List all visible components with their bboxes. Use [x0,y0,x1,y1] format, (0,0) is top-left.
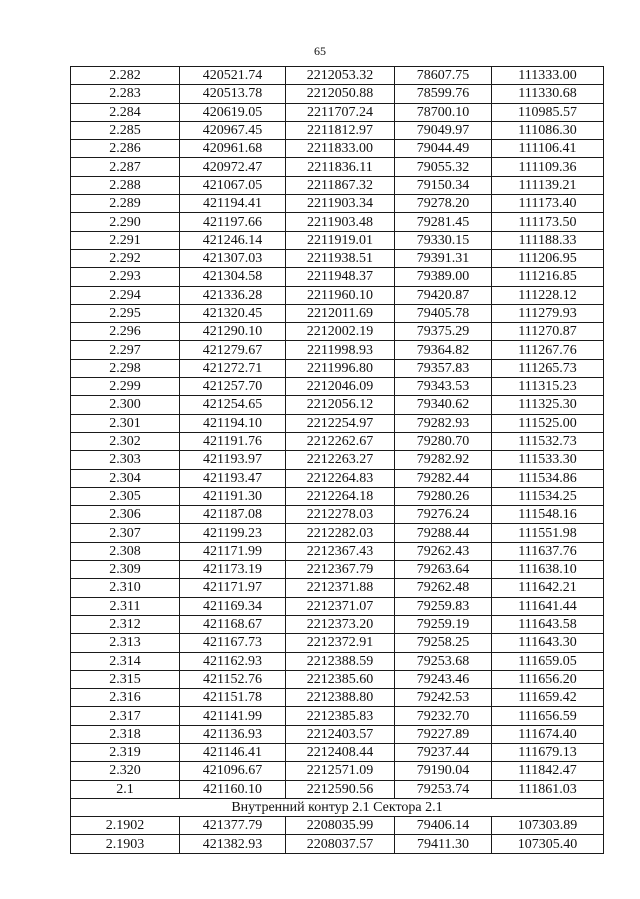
x-coord-cell: 420967.45 [180,121,286,139]
point-id-cell: 2.317 [71,707,180,725]
y-coord-cell: 2212571.09 [286,762,395,780]
point-id-cell: 2.305 [71,487,180,505]
x-coord-cell: 421257.70 [180,378,286,396]
table-row [71,268,604,286]
x-coord-cell: 421152.76 [180,670,286,688]
y-local-cell: 111643.30 [492,634,604,652]
point-id-cell: 2.297 [71,341,180,359]
y-local-cell: 111206.95 [492,249,604,267]
y-local-cell: 111534.86 [492,469,604,487]
x-local-cell: 79364.82 [395,341,492,359]
x-coord-cell: 421279.67 [180,341,286,359]
point-id-cell: 2.295 [71,304,180,322]
page-number: 65 [314,44,326,58]
x-coord-cell: 421187.08 [180,506,286,524]
table-row [71,579,604,597]
table-row [71,121,604,139]
point-id-cell: 2.296 [71,323,180,341]
y-local-cell: 111173.40 [492,195,604,213]
x-coord-cell: 421169.34 [180,597,286,615]
x-local-cell: 79278.20 [395,195,492,213]
x-coord-cell: 421336.28 [180,286,286,304]
table-row [71,524,604,542]
x-local-cell: 79237.44 [395,743,492,761]
y-local-cell: 111270.87 [492,323,604,341]
point-id-cell: 2.306 [71,506,180,524]
point-id-cell: 2.318 [71,725,180,743]
point-id-cell: 2.1902 [71,817,180,835]
y-coord-cell: 2212264.83 [286,469,395,487]
x-coord-cell: 421307.03 [180,249,286,267]
x-local-cell: 79411.30 [395,835,492,853]
x-local-cell: 79282.92 [395,451,492,469]
x-local-cell: 79190.04 [395,762,492,780]
point-id-cell: 2.283 [71,85,180,103]
y-local-cell: 111861.03 [492,780,604,798]
x-local-cell: 79343.53 [395,378,492,396]
x-local-cell: 79280.26 [395,487,492,505]
point-id-cell: 2.308 [71,542,180,560]
x-coord-cell: 421096.67 [180,762,286,780]
y-local-cell: 111109.36 [492,158,604,176]
x-coord-cell: 421136.93 [180,725,286,743]
x-local-cell: 79262.43 [395,542,492,560]
table-row [71,743,604,761]
table-row [71,359,604,377]
x-coord-cell: 421168.67 [180,615,286,633]
table-row [71,103,604,121]
x-coord-cell: 421191.30 [180,487,286,505]
point-id-cell: 2.307 [71,524,180,542]
y-local-cell: 111548.16 [492,506,604,524]
x-local-cell: 79288.44 [395,524,492,542]
point-id-cell: 2.319 [71,743,180,761]
y-coord-cell: 2212371.88 [286,579,395,597]
table-row [71,213,604,231]
y-coord-cell: 2212590.56 [286,780,395,798]
y-local-cell: 111279.93 [492,304,604,322]
y-local-cell: 111228.12 [492,286,604,304]
y-local-cell: 107303.89 [492,817,604,835]
y-coord-cell: 2211919.01 [286,231,395,249]
point-id-cell: 2.316 [71,689,180,707]
point-id-cell: 2.293 [71,268,180,286]
y-local-cell: 111643.58 [492,615,604,633]
y-local-cell: 111534.25 [492,487,604,505]
y-coord-cell: 2212050.88 [286,85,395,103]
point-id-cell: 2.302 [71,432,180,450]
x-coord-cell: 421199.23 [180,524,286,542]
point-id-cell: 2.303 [71,451,180,469]
point-id-cell: 2.314 [71,652,180,670]
x-coord-cell: 420619.05 [180,103,286,121]
y-local-cell: 111216.85 [492,268,604,286]
x-coord-cell: 421151.78 [180,689,286,707]
y-local-cell: 111642.21 [492,579,604,597]
table-row [71,725,604,743]
x-local-cell: 79253.68 [395,652,492,670]
x-local-cell: 79389.00 [395,268,492,286]
x-coord-cell: 421171.97 [180,579,286,597]
y-local-cell: 111333.00 [492,67,604,85]
point-id-cell: 2.284 [71,103,180,121]
point-id-cell: 2.282 [71,67,180,85]
y-local-cell: 111533.30 [492,451,604,469]
x-coord-cell: 421067.05 [180,176,286,194]
x-local-cell: 79055.32 [395,158,492,176]
point-id-cell: 2.304 [71,469,180,487]
table-row [71,615,604,633]
table-row [71,304,604,322]
x-local-cell: 79282.93 [395,414,492,432]
y-local-cell: 111679.13 [492,743,604,761]
y-coord-cell: 2212372.91 [286,634,395,652]
y-local-cell: 111551.98 [492,524,604,542]
table-row [71,323,604,341]
y-coord-cell: 2212408.44 [286,743,395,761]
table-row [71,762,604,780]
point-id-cell: 2.291 [71,231,180,249]
y-coord-cell: 2211998.93 [286,341,395,359]
y-local-cell: 111656.20 [492,670,604,688]
y-local-cell: 111637.76 [492,542,604,560]
x-local-cell: 79357.83 [395,359,492,377]
table-row [71,542,604,560]
x-local-cell: 79282.44 [395,469,492,487]
y-coord-cell: 2211996.80 [286,359,395,377]
point-id-cell: 2.1903 [71,835,180,853]
x-local-cell: 79405.78 [395,304,492,322]
table-row [71,835,604,853]
y-coord-cell: 2212262.67 [286,432,395,450]
table-row [71,469,604,487]
x-local-cell: 79262.48 [395,579,492,597]
x-coord-cell: 421162.93 [180,652,286,670]
y-coord-cell: 2212388.59 [286,652,395,670]
y-coord-cell: 2212373.20 [286,615,395,633]
x-coord-cell: 421173.19 [180,561,286,579]
y-local-cell: 111330.68 [492,85,604,103]
y-local-cell: 111315.23 [492,378,604,396]
table-row [71,561,604,579]
x-coord-cell: 421304.58 [180,268,286,286]
x-local-cell: 79281.45 [395,213,492,231]
y-local-cell: 111139.21 [492,176,604,194]
y-coord-cell: 2212053.32 [286,67,395,85]
x-local-cell: 79406.14 [395,817,492,835]
section-header-row [71,798,604,816]
y-coord-cell: 2212367.43 [286,542,395,560]
y-local-cell: 111659.05 [492,652,604,670]
table-row [71,432,604,450]
x-coord-cell: 421194.10 [180,414,286,432]
x-coord-cell: 421171.99 [180,542,286,560]
point-id-cell: 2.285 [71,121,180,139]
x-local-cell: 79227.89 [395,725,492,743]
table-row [71,85,604,103]
y-local-cell: 111267.76 [492,341,604,359]
point-id-cell: 2.309 [71,561,180,579]
y-coord-cell: 2212367.79 [286,561,395,579]
x-coord-cell: 421197.66 [180,213,286,231]
y-coord-cell: 2212264.18 [286,487,395,505]
x-local-cell: 79259.83 [395,597,492,615]
y-coord-cell: 2212002.19 [286,323,395,341]
y-local-cell: 111188.33 [492,231,604,249]
y-local-cell: 111638.10 [492,561,604,579]
table-row [71,634,604,652]
y-coord-cell: 2212046.09 [286,378,395,396]
table-row [71,176,604,194]
y-local-cell: 111173.50 [492,213,604,231]
point-id-cell: 2.298 [71,359,180,377]
point-id-cell: 2.290 [71,213,180,231]
x-coord-cell: 421246.14 [180,231,286,249]
point-id-cell: 2.288 [71,176,180,194]
table-row [71,67,604,85]
x-coord-cell: 421290.10 [180,323,286,341]
y-local-cell: 110985.57 [492,103,604,121]
x-coord-cell: 421193.47 [180,469,286,487]
y-coord-cell: 2211836.11 [286,158,395,176]
table-row [71,780,604,798]
x-coord-cell: 421160.10 [180,780,286,798]
point-id-cell: 2.312 [71,615,180,633]
x-local-cell: 79340.62 [395,396,492,414]
table-row [71,817,604,835]
y-local-cell: 111086.30 [492,121,604,139]
table-row [71,597,604,615]
table-row [71,231,604,249]
x-coord-cell: 420972.47 [180,158,286,176]
y-coord-cell: 2212388.80 [286,689,395,707]
x-local-cell: 79391.31 [395,249,492,267]
point-id-cell: 2.311 [71,597,180,615]
table-row [71,451,604,469]
table-row [71,670,604,688]
x-local-cell: 79420.87 [395,286,492,304]
x-coord-cell: 420521.74 [180,67,286,85]
point-id-cell: 2.313 [71,634,180,652]
table-row [71,378,604,396]
x-coord-cell: 421382.93 [180,835,286,853]
x-local-cell: 79150.34 [395,176,492,194]
table-row [71,707,604,725]
y-coord-cell: 2212263.27 [286,451,395,469]
coordinates-table [70,66,604,854]
point-id-cell: 2.310 [71,579,180,597]
y-local-cell: 111641.44 [492,597,604,615]
x-local-cell: 79044.49 [395,140,492,158]
point-id-cell: 2.320 [71,762,180,780]
y-local-cell: 111525.00 [492,414,604,432]
x-coord-cell: 421191.76 [180,432,286,450]
x-coord-cell: 421141.99 [180,707,286,725]
x-coord-cell: 421377.79 [180,817,286,835]
y-coord-cell: 2212403.57 [286,725,395,743]
y-coord-cell: 2212385.83 [286,707,395,725]
y-coord-cell: 2211960.10 [286,286,395,304]
y-coord-cell: 2211948.37 [286,268,395,286]
y-coord-cell: 2208037.57 [286,835,395,853]
table-row [71,396,604,414]
table-row [71,286,604,304]
point-id-cell: 2.1 [71,780,180,798]
x-coord-cell: 421320.45 [180,304,286,322]
y-local-cell: 111532.73 [492,432,604,450]
x-local-cell: 79330.15 [395,231,492,249]
point-id-cell: 2.300 [71,396,180,414]
point-id-cell: 2.301 [71,414,180,432]
x-local-cell: 79280.70 [395,432,492,450]
x-local-cell: 78599.76 [395,85,492,103]
y-coord-cell: 2211903.34 [286,195,395,213]
table-row [71,140,604,158]
table-row [71,652,604,670]
y-coord-cell: 2211938.51 [286,249,395,267]
x-coord-cell: 421254.65 [180,396,286,414]
y-local-cell: 111265.73 [492,359,604,377]
point-id-cell: 2.292 [71,249,180,267]
y-coord-cell: 2212282.03 [286,524,395,542]
y-local-cell: 111325.30 [492,396,604,414]
y-coord-cell: 2212371.07 [286,597,395,615]
x-local-cell: 79242.53 [395,689,492,707]
x-local-cell: 78700.10 [395,103,492,121]
x-coord-cell: 420961.68 [180,140,286,158]
x-local-cell: 79263.64 [395,561,492,579]
y-coord-cell: 2212254.97 [286,414,395,432]
y-local-cell: 111674.40 [492,725,604,743]
table-row [71,689,604,707]
table-row [71,158,604,176]
table-row [71,195,604,213]
point-id-cell: 2.286 [71,140,180,158]
section-title: Внутренний контур 2.1 Сектора 2.1 [71,798,604,816]
x-coord-cell: 421194.41 [180,195,286,213]
table-row [71,249,604,267]
x-local-cell: 79243.46 [395,670,492,688]
y-local-cell: 111842.47 [492,762,604,780]
point-id-cell: 2.294 [71,286,180,304]
y-coord-cell: 2212056.12 [286,396,395,414]
y-coord-cell: 2211903.48 [286,213,395,231]
table-row [71,506,604,524]
y-coord-cell: 2212278.03 [286,506,395,524]
x-local-cell: 79232.70 [395,707,492,725]
table-row [71,341,604,359]
y-local-cell: 107305.40 [492,835,604,853]
y-coord-cell: 2211812.97 [286,121,395,139]
point-id-cell: 2.287 [71,158,180,176]
point-id-cell: 2.289 [71,195,180,213]
x-local-cell: 79276.24 [395,506,492,524]
x-coord-cell: 421193.97 [180,451,286,469]
y-coord-cell: 2211707.24 [286,103,395,121]
y-coord-cell: 2212385.60 [286,670,395,688]
y-local-cell: 111659.42 [492,689,604,707]
point-id-cell: 2.315 [71,670,180,688]
x-local-cell: 79049.97 [395,121,492,139]
x-local-cell: 79375.29 [395,323,492,341]
x-local-cell: 79259.19 [395,615,492,633]
y-coord-cell: 2212011.69 [286,304,395,322]
x-local-cell: 78607.75 [395,67,492,85]
y-coord-cell: 2208035.99 [286,817,395,835]
x-coord-cell: 421146.41 [180,743,286,761]
table-row [71,487,604,505]
x-local-cell: 79253.74 [395,780,492,798]
y-coord-cell: 2211867.32 [286,176,395,194]
x-coord-cell: 421272.71 [180,359,286,377]
x-coord-cell: 420513.78 [180,85,286,103]
point-id-cell: 2.299 [71,378,180,396]
table-row [71,414,604,432]
y-coord-cell: 2211833.00 [286,140,395,158]
x-local-cell: 79258.25 [395,634,492,652]
y-local-cell: 111106.41 [492,140,604,158]
x-coord-cell: 421167.73 [180,634,286,652]
y-local-cell: 111656.59 [492,707,604,725]
